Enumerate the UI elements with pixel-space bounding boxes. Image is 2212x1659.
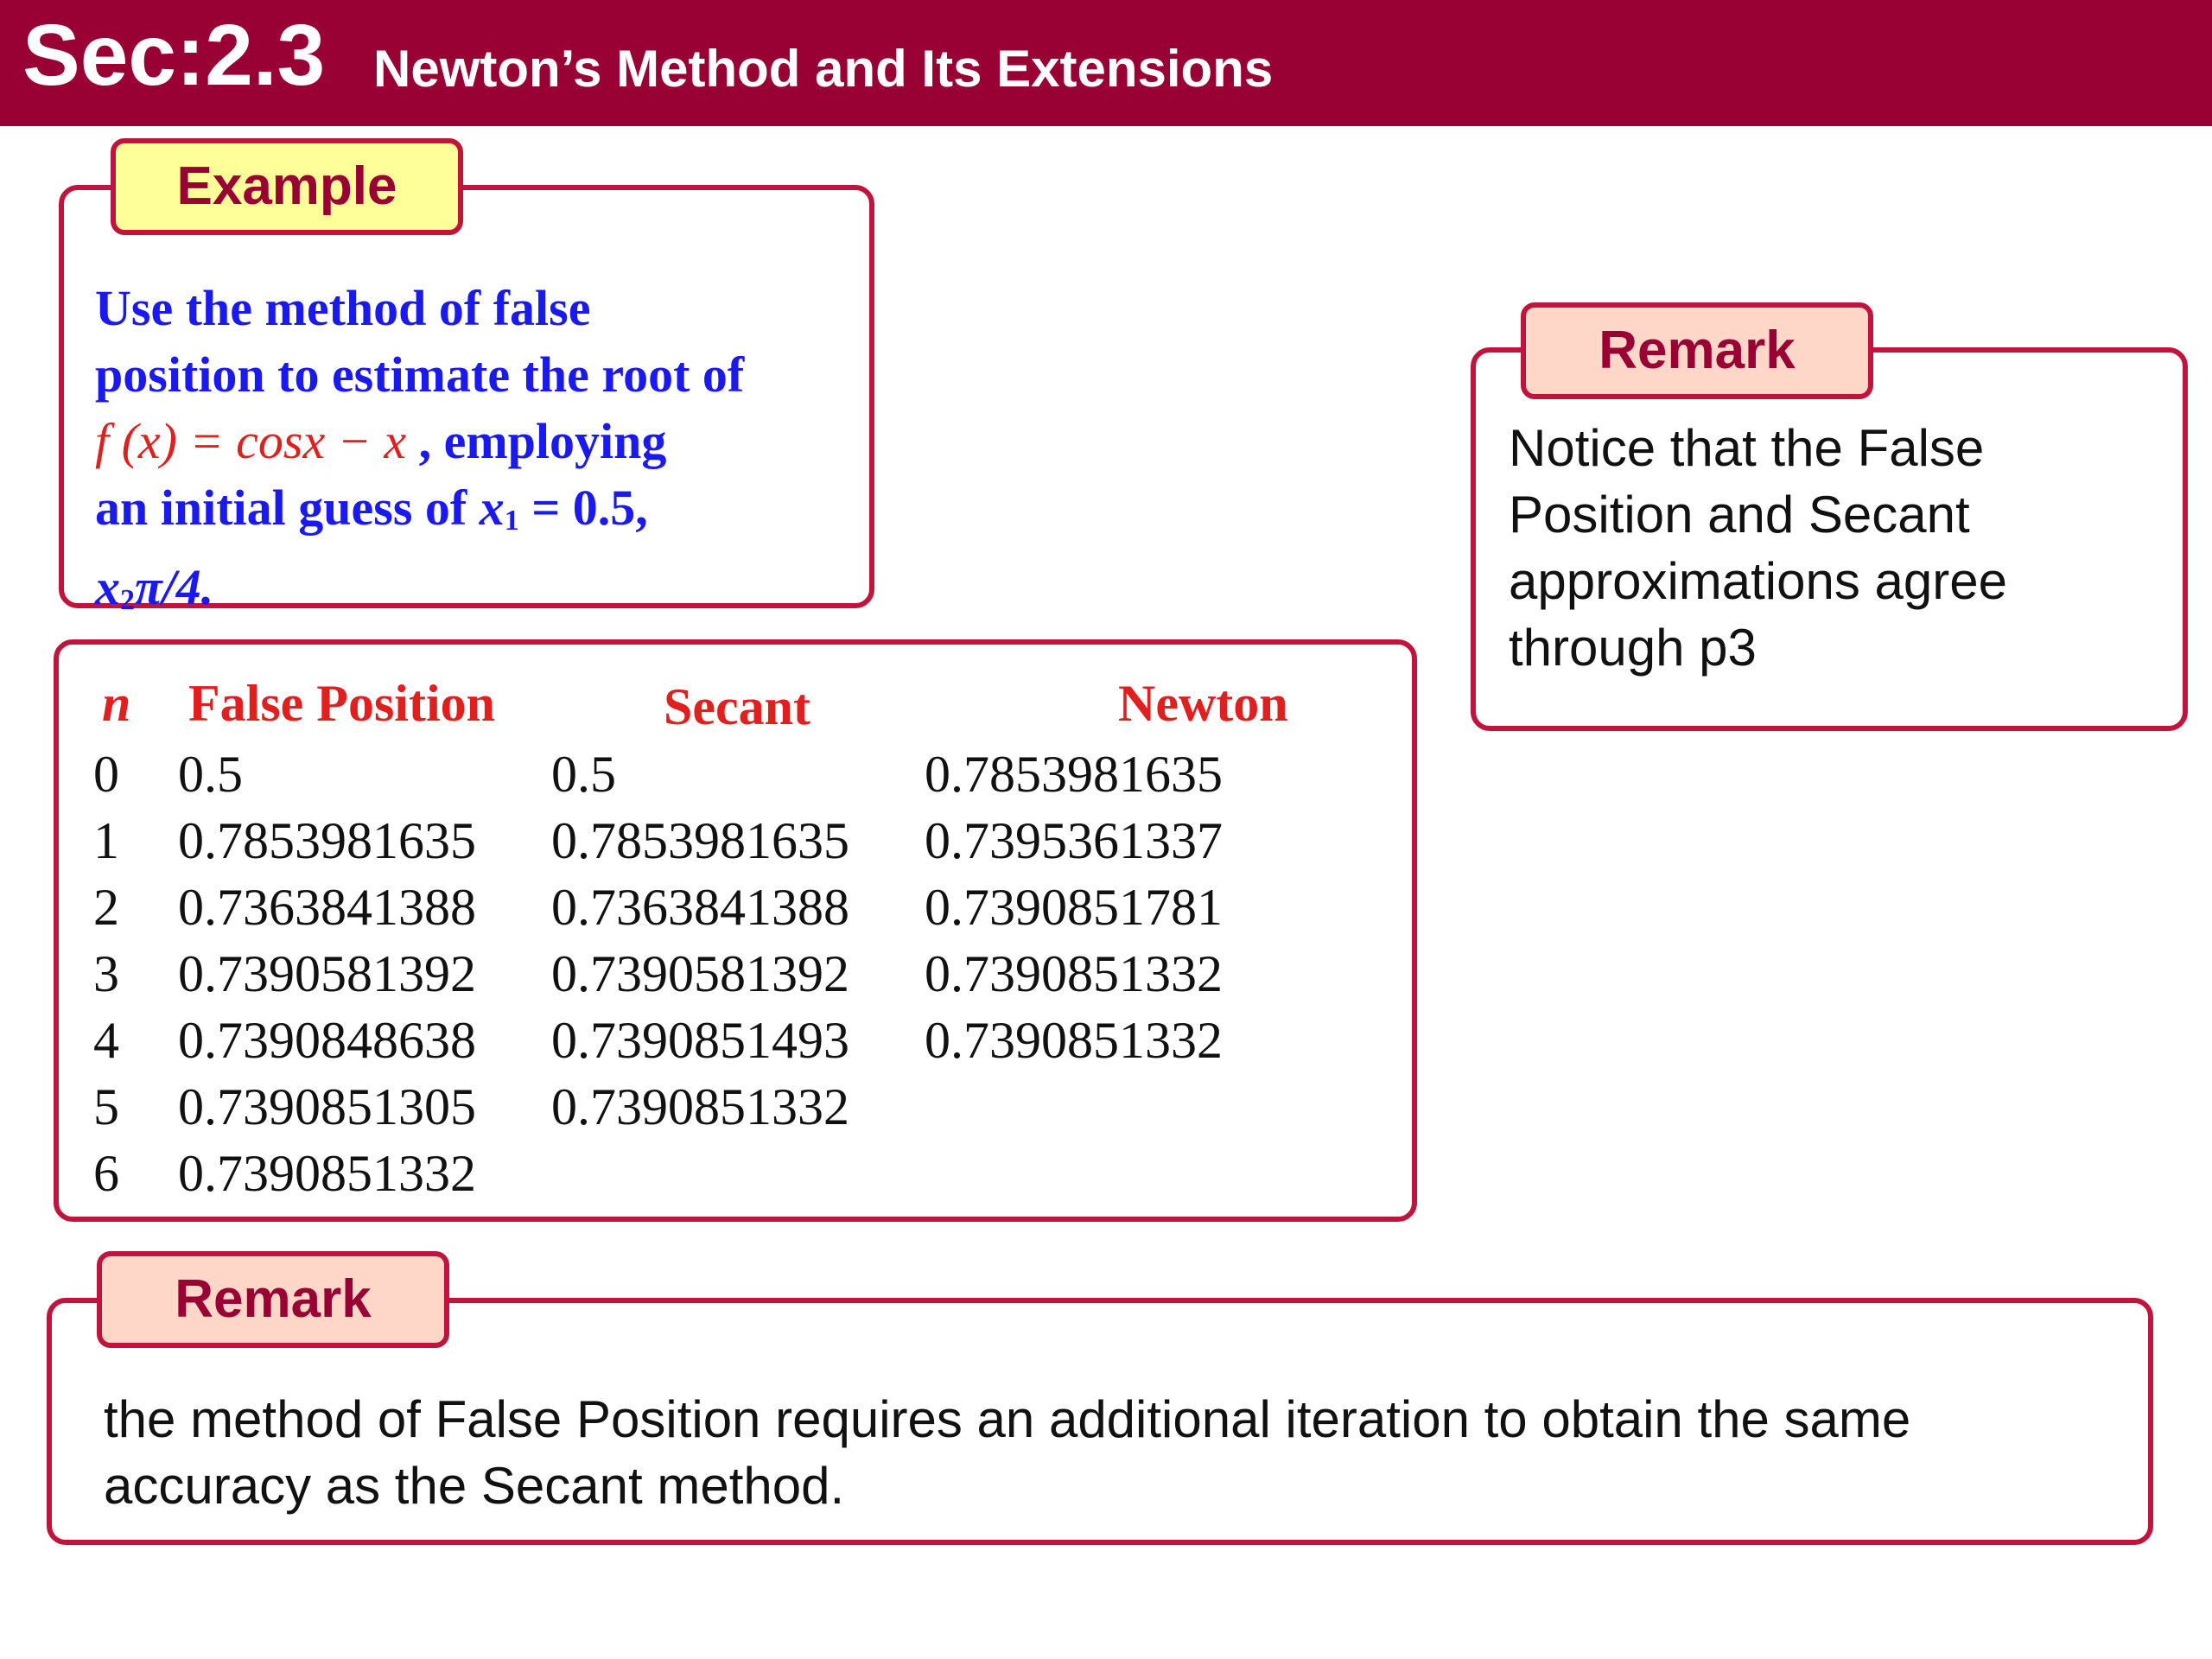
header-newton: Newton — [1118, 675, 1288, 732]
column-n — [93, 741, 119, 1207]
fx-suffix: , employing — [406, 413, 667, 469]
table-cell: 0.7853981635 — [925, 746, 1223, 803]
table-cell: 0.7363841388 — [551, 879, 849, 936]
remark-text-right: Notice that the False Position and Secant approximations agree through p3 — [1509, 419, 2008, 677]
table-cell: 0.5 — [551, 746, 616, 803]
table-cell: 0.7390581392 — [178, 945, 476, 1002]
table-cell: 4 — [93, 1012, 119, 1069]
table-cell: 0.7395361337 — [925, 812, 1223, 869]
header-false-position: False Position — [188, 675, 495, 732]
table-cell: 0.5 — [178, 746, 243, 803]
table-cell: 0.7390848638 — [178, 1012, 476, 1069]
table-cell: 2 — [93, 879, 119, 936]
table-cell: 0.7390851305 — [178, 1078, 476, 1135]
table-cell: 0.7390851781 — [925, 879, 1223, 936]
example-line-5 — [95, 554, 873, 633]
remark-text-bottom: the method of False Position requires an additional iteration to obtain the same accuracy as the Secant method. — [104, 1390, 1911, 1515]
example-line-2: position to estimate the root of — [95, 346, 745, 403]
section-number: Sec:2.3 — [22, 7, 326, 104]
example-line-1: Use the method of false — [95, 280, 591, 336]
table-cell: 0.7363841388 — [178, 879, 476, 936]
initial-guess-prefix: an initial guess of — [95, 480, 480, 536]
table-cell: 0.7390851332 — [925, 945, 1223, 1002]
remark-tab-bottom: Remark — [97, 1251, 449, 1348]
function-expression: f (x) = cosx − x — [95, 413, 407, 469]
example-line-3 — [95, 408, 873, 474]
table-cell: 0.7390851332 — [925, 1012, 1223, 1069]
example-text — [95, 275, 873, 633]
section-title: Newton’s Method and Its Extensions — [373, 40, 1274, 98]
column-secant — [551, 741, 849, 1141]
table-cell: 0.7390851332 — [178, 1145, 476, 1202]
example-line-4 — [95, 474, 873, 554]
table-cell: 0.7390581392 — [551, 945, 849, 1002]
table-cell: 0.7390851332 — [551, 1078, 849, 1135]
table-cell: 1 — [93, 812, 119, 869]
column-newton — [925, 741, 1223, 1074]
x1-value: = 0.5, — [518, 480, 648, 536]
x2-subscript: 2 — [120, 584, 135, 616]
title-bar — [0, 0, 2212, 126]
remark-tab-right: Remark — [1521, 302, 1873, 399]
table-cell: 0.7853981635 — [551, 812, 849, 869]
x2-value: π/4. — [135, 559, 214, 615]
header-secant: Secant — [664, 678, 810, 735]
example-tab: Example — [111, 138, 463, 235]
table-cell: 6 — [93, 1145, 119, 1202]
column-false-position — [178, 741, 476, 1207]
table-cell: 0.7853981635 — [178, 812, 476, 869]
table-cell: 0 — [93, 746, 119, 803]
x1-variable: x — [479, 480, 505, 536]
header-n: n — [102, 675, 131, 732]
table-cell: 3 — [93, 945, 119, 1002]
table-cell: 0.7390851493 — [551, 1012, 849, 1069]
table-cell: 5 — [93, 1078, 119, 1135]
x2-variable: x — [95, 559, 120, 615]
x1-subscript: 1 — [504, 505, 519, 537]
